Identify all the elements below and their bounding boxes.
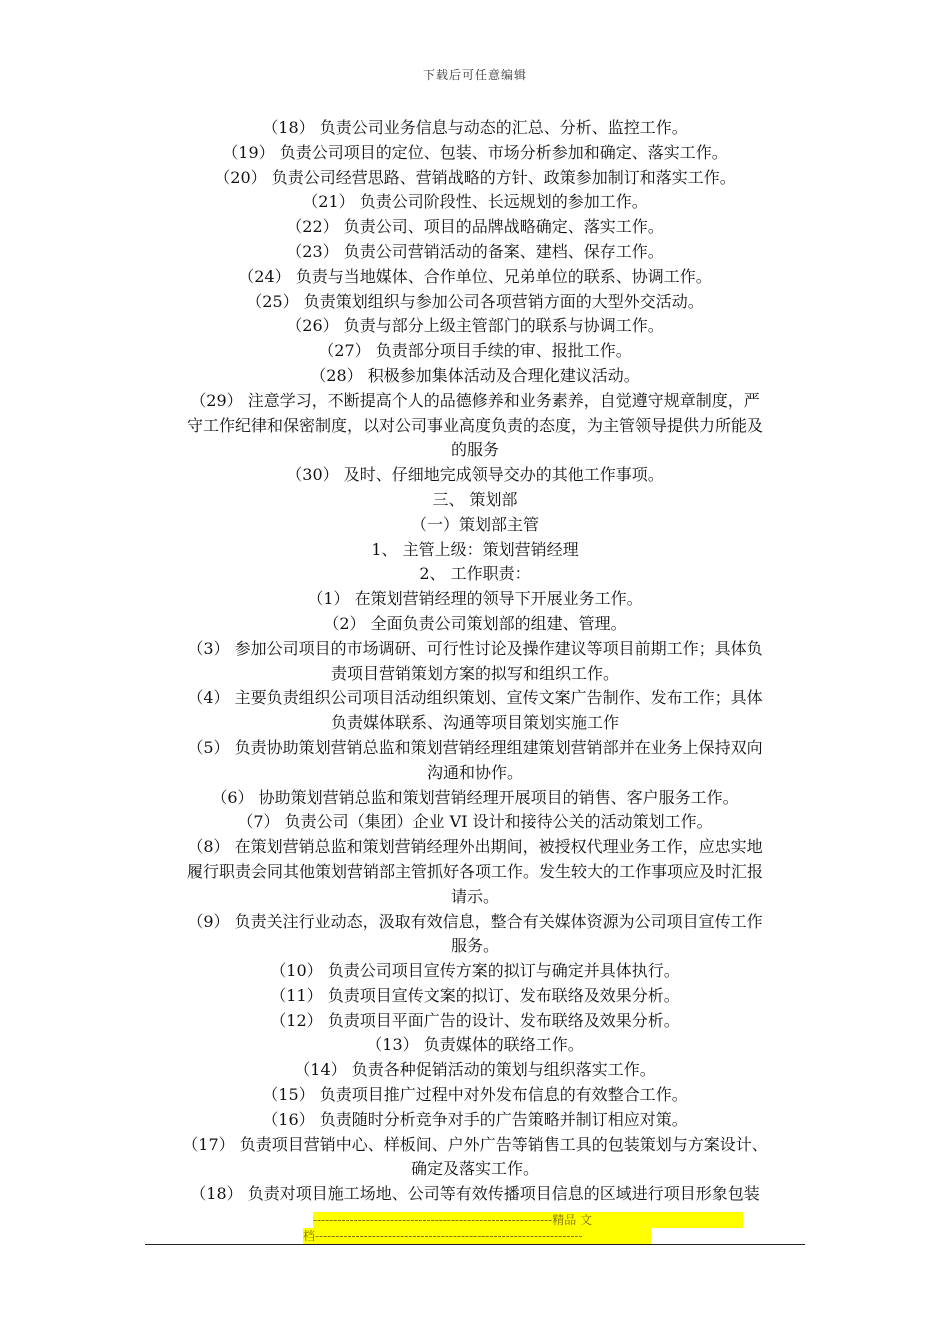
text-line: （25） 负责策划组织与参加公司各项营销方面的大型外交活动。 [246,291,704,311]
text-line: （3） 参加公司项目的市场调研、可行性讨论及操作建议等项目前期工作；具体负 [187,638,763,658]
text-line: （14） 负责各种促销活动的策划与组织落实工作。 [294,1060,656,1080]
text-line: （11） 负责项目宣传文案的拟订、发布联络及效果分析。 [270,985,680,1005]
text-line: （24） 负责与当地媒体、合作单位、兄弟单位的联系、协调工作。 [238,266,712,286]
text-line: （29） 注意学习，不断提高个人的品德修养和业务素养，自觉遵守规章制度，严 [190,390,760,410]
text-line: （12） 负责项目平面广告的设计、发布联络及效果分析。 [270,1010,680,1030]
text-line: （20） 负责公司经营思路、营销战略的方针、政策参加制订和落实工作。 [214,167,736,187]
footer-watermark-line: 档------------------------------------------------------------------ [303,1228,651,1244]
text-line: 的服务 [450,440,499,460]
text-line: 守工作纪律和保密制度，以对公司事业高度负责的态度，为主管领导提供力所能及 [186,415,763,435]
text-line: （7） 负责公司（集团）企业 VI 设计和接待公关的活动策划工作。 [237,812,713,832]
text-line: （19） 负责公司项目的定位、包装、市场分析参加和确定、落实工作。 [222,142,728,162]
text-line: （15） 负责项目推广过程中对外发布信息的有效整合工作。 [262,1085,688,1105]
section-heading: 三、 策划部 [432,489,518,509]
text-line: 负责媒体联系、沟通等项目策划实施工作 [330,713,619,733]
text-line: 责项目营销策划方案的拟写和组织工作。 [330,663,619,683]
footer-divider [145,1244,805,1245]
text-line: （28） 积极参加集体活动及合理化建议活动。 [310,365,640,385]
text-line: 确定及落实工作。 [410,1159,539,1179]
text-line: （6） 协助策划营销总监和策划营销经理开展项目的销售、客户服务工作。 [211,787,739,807]
text-line: 1、 主管上级：策划营销经理 [371,539,579,559]
text-line: （30） 及时、仔细地完成领导交办的其他工作事项。 [286,465,664,485]
text-line: （23） 负责公司营销活动的备案、建档、保存工作。 [286,241,664,261]
text-line: 请示。 [450,886,499,906]
text-line: （9） 负责关注行业动态，汲取有效信息，整合有关媒体资源为公司项目宣传工作 [187,911,763,931]
text-line: （18） 负责公司业务信息与动态的汇总、分析、监控工作。 [262,118,688,137]
text-line: （16） 负责随时分析竞争对手的广告策略并制订相应对策。 [262,1109,688,1129]
subsection-heading: （一）策划部主管 [410,514,539,534]
text-line: （8） 在策划营销总监和策划营销经理外出期间，被授权代理业务工作，应忠实地 [187,837,763,857]
text-line: （26） 负责与部分上级主管部门的联系与协调工作。 [286,316,664,336]
text-line: （4） 主要负责组织公司项目活动组织策划、宣传文案广告制作、发布工作；具体 [187,688,763,708]
text-line: （22） 负责公司、项目的品牌战略确定、落实工作。 [286,217,664,237]
document-body [145,116,805,1207]
text-line: 履行职责会同其他策划营销部主管抓好各项工作。发生较大的工作事项应及时汇报 [186,861,763,881]
header-note: 下载后可任意编辑 [422,68,527,82]
text-line: （21） 负责公司阶段性、长远规划的参加工作。 [302,192,648,212]
text-line: 沟通和协作。 [426,762,523,782]
text-line: （2） 全面负责公司策划部的组建、管理。 [323,613,627,633]
footer-watermark-line: -----------------------------------------------------------精品 文 [313,1212,743,1228]
text-line: （18） 负责对项目施工场地、公司等有效传播项目信息的区域进行项目形象包装 [190,1184,760,1204]
text-line: （1） 在策划营销经理的领导下开展业务工作。 [307,589,643,609]
text-line: （17） 负责项目营销中心、样板间、户外广告等销售工具的包装策划与方案设计、 [182,1134,768,1154]
text-line: 2、 工作职责： [419,564,531,584]
text-line: （13） 负责媒体的联络工作。 [366,1035,584,1055]
text-line: 服务。 [450,936,499,956]
text-line: （5） 负责协助策划营销总监和策划营销经理组建策划营销部并在业务上保持双向 [187,737,763,757]
text-line: （27） 负责部分项目手续的审、报批工作。 [318,341,632,361]
text-line: （10） 负责公司项目宣传方案的拟订与确定并具体执行。 [270,961,680,981]
